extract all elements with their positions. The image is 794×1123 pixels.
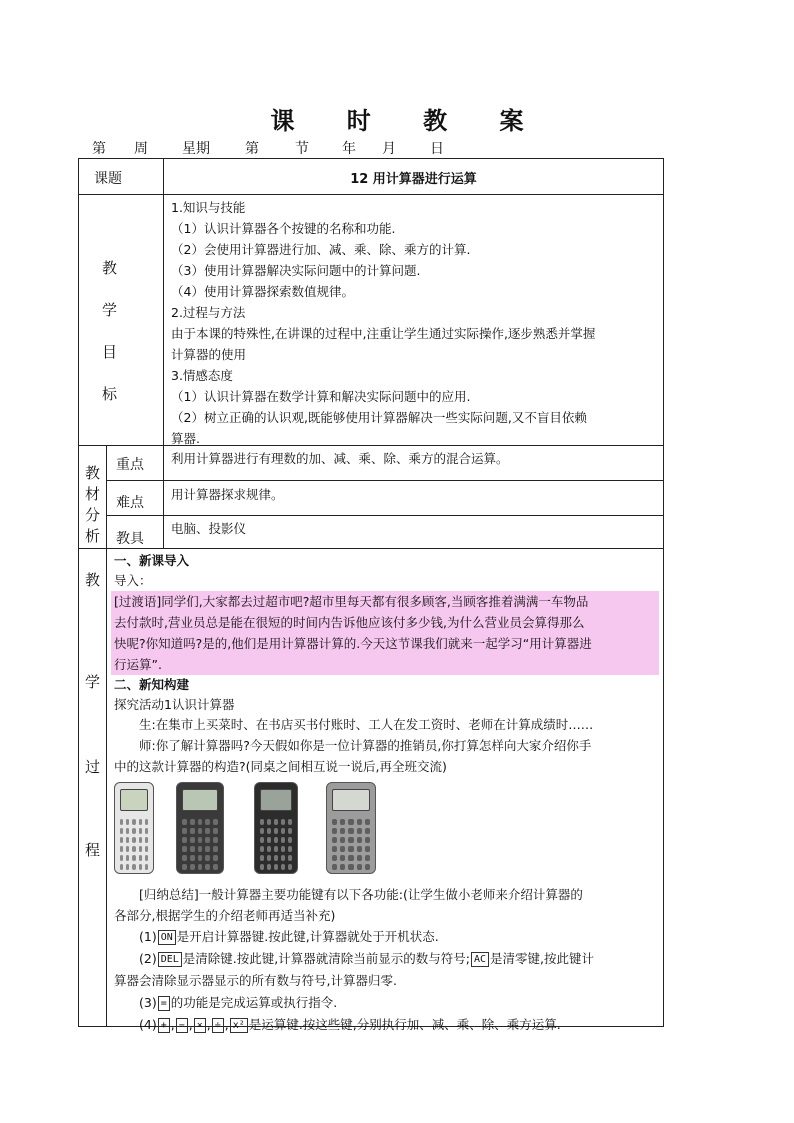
objective-line: （2）树立正确的认识观,既能够使用计算器解决一些实际问题,又不盲目依赖 — [171, 410, 587, 425]
section-title-intro: 一、新课导入 — [114, 553, 190, 568]
summary-line: 各部分,根据学生的介绍老师再适当补充) — [114, 908, 336, 923]
analysis-row-focus — [107, 446, 663, 480]
calculator-white-image — [114, 782, 154, 874]
calculator-casio-black-image — [176, 782, 224, 874]
lesson-title-row — [79, 159, 663, 194]
calculator-screen — [182, 789, 218, 811]
date-field: 星期 — [182, 141, 210, 157]
objectives-label-cell — [79, 195, 164, 445]
key-on-line — [114, 926, 659, 948]
item-number: (4) — [139, 1017, 157, 1032]
focus-label-cell — [107, 446, 164, 480]
calculator-keypad — [120, 819, 148, 867]
objective-line: 3.情感态度 — [171, 368, 233, 383]
analysis-label-cell — [79, 446, 107, 548]
student-line: 生:在集市上买菜时、在书店买书付账时、工人在发工资时、老师在计算成绩时…… — [139, 717, 594, 732]
analysis-label-char: 材 — [85, 485, 101, 503]
focus-text: 利用计算器进行有理数的加、减、乘、除、乘方的混合运算。 — [171, 451, 509, 466]
page-title: 课 时 教 案 — [270, 106, 546, 135]
item-number: (1) — [139, 929, 157, 944]
section-title-new: 二、新知构建 — [114, 677, 190, 692]
objective-line: 算器. — [171, 431, 200, 446]
minus-key: − — [176, 1018, 188, 1033]
objective-line: 2.过程与方法 — [171, 305, 246, 320]
ac-key: AC — [471, 952, 489, 967]
objectives-row — [79, 194, 663, 445]
objectives-label-char: 教 — [102, 259, 118, 277]
transition-line: 去付款时,营业员总是能在很短的时间内告诉他应该付多少钱,为什么营业员会算得那么 — [114, 615, 585, 630]
activity-title: 探究活动1认识计算器 — [114, 697, 235, 712]
analysis-label-char: 析 — [85, 527, 101, 545]
date-field: 月 — [382, 141, 396, 157]
process-row — [79, 548, 663, 1032]
date-field: 日 — [430, 141, 444, 157]
teacher-line: 中的这款计算器的构造?(同桌之间相互说一说后,再全班交流) — [114, 759, 447, 774]
date-field: 周 — [134, 141, 148, 157]
objectives-label-char: 学 — [102, 301, 118, 319]
key-ops-text: 是运算键.按这些键,分别执行加、减、乘、除、乘方运算. — [248, 1017, 561, 1032]
key-del-text: 是清除键.按此键,计算器就清除当前显示的数与符号; — [182, 951, 470, 966]
objective-line: （4）使用计算器探索数值规律。 — [171, 284, 354, 299]
date-field: 年 — [342, 141, 356, 157]
transition-line: [过渡语]同学们,大家都去过超市吧?超市里每天都有很多顾客,当顾客推着满满一车物品 — [114, 594, 589, 609]
difficulty-text: 用计算器探求规律。 — [171, 487, 284, 502]
intro-label: 导入： — [114, 573, 152, 588]
objective-line: 1.知识与技能 — [171, 200, 246, 215]
del-key: DEL — [158, 952, 182, 967]
calculator-grey-image — [326, 782, 376, 874]
summary-block — [114, 884, 659, 926]
objective-line: （1）认识计算器各个按键的名称和功能. — [171, 221, 396, 236]
transition-line: 行运算”. — [114, 657, 162, 672]
difficulty-label-cell — [107, 481, 164, 515]
calculator-graphing-black-image — [254, 782, 298, 874]
calculator-keypad — [332, 819, 370, 867]
item-number: (3) — [139, 995, 157, 1010]
transition-block — [111, 591, 659, 675]
focus-label: 重点 — [116, 457, 144, 473]
plus-key: + — [158, 1018, 170, 1033]
item-number: (2) — [139, 951, 157, 966]
key-del-continuation: 算器会清除显示器显示的所有数与符号,计算器归零. — [114, 973, 397, 988]
multiply-key: × — [194, 1018, 206, 1033]
difficulty-label: 难点 — [116, 495, 144, 511]
key-ac-text: 是清零键,按此键计 — [490, 951, 594, 966]
key-eq-text: 的功能是完成运算或执行指令. — [170, 995, 338, 1010]
analysis-label-char: 分 — [85, 506, 101, 524]
lesson-title: 12 用计算器进行运算 — [350, 172, 477, 187]
summary-line: [归纳总结]一般计算器主要功能键有以下各功能:(让学生做小老师来介绍计算器的 — [139, 887, 583, 902]
objective-line: 由于本课的特殊性,在讲课的过程中,注重让学生通过实际操作,逐步熟悉并掌握 — [171, 326, 596, 341]
date-field: 第 — [245, 141, 259, 157]
objective-line: 计算器的使用 — [171, 347, 247, 362]
equals-key: = — [158, 996, 170, 1011]
process-content — [114, 551, 659, 1036]
tools-label: 教具 — [116, 531, 144, 547]
process-label-char: 过 — [85, 758, 101, 776]
lesson-label-cell — [79, 159, 164, 194]
date-field: 第 — [92, 141, 106, 157]
process-label-char: 教 — [85, 571, 101, 589]
objective-line: （3）使用计算器解决实际问题中的计算问题. — [171, 263, 421, 278]
objectives-content — [171, 197, 659, 449]
objectives-label-char: 目 — [102, 343, 118, 361]
process-label-char: 学 — [85, 673, 101, 691]
lesson-label: 课题 — [94, 171, 122, 187]
objectives-label-char: 标 — [102, 385, 118, 403]
analysis-label-char: 教 — [85, 464, 101, 482]
key-descriptions — [114, 926, 659, 1036]
transition-line: 快呢?你知道吗?是的,他们是用计算器计算的.今天这节课我们就来一起学习“用计算器进 — [114, 636, 592, 651]
teacher-line: 师:你了解计算器吗?今天假如你是一位计算器的推销员,你打算怎样向大家介绍你手 — [139, 738, 592, 753]
process-label-char: 程 — [85, 841, 101, 859]
calculator-keypad — [182, 819, 218, 867]
tools-text: 电脑、投影仪 — [171, 521, 247, 536]
objective-line: （2）会使用计算器进行加、减、乘、除、乘方的计算. — [171, 242, 471, 257]
teacher-block — [114, 735, 659, 777]
analysis-row-tools — [107, 515, 663, 549]
analysis-row-difficulty — [107, 480, 663, 515]
on-key: ON — [158, 930, 176, 945]
calculator-images — [114, 782, 659, 880]
process-label-cell — [79, 549, 107, 1026]
tools-label-cell — [107, 516, 164, 549]
key-ops-line: (4) + , − , × , ÷ , x² 是运算键.按这些键,分别执行加、减、乘、除、乘方运算. — [139, 1017, 561, 1032]
analysis-block — [79, 445, 663, 548]
calculator-screen — [120, 789, 148, 811]
calculator-keypad — [260, 819, 292, 867]
date-field: 节 — [295, 141, 309, 157]
divide-key: ÷ — [212, 1018, 224, 1033]
objective-line: （1）认识计算器在数学计算和解决实际问题中的应用. — [171, 389, 471, 404]
lesson-plan-table — [78, 158, 664, 1032]
square-key: x² — [230, 1018, 248, 1033]
key-on-text: 是开启计算器键.按此键,计算器就处于开机状态. — [176, 929, 439, 944]
calculator-screen — [332, 789, 370, 811]
key-eq-line — [114, 992, 659, 1014]
calculator-screen — [260, 789, 292, 811]
key-del-line — [114, 948, 659, 970]
